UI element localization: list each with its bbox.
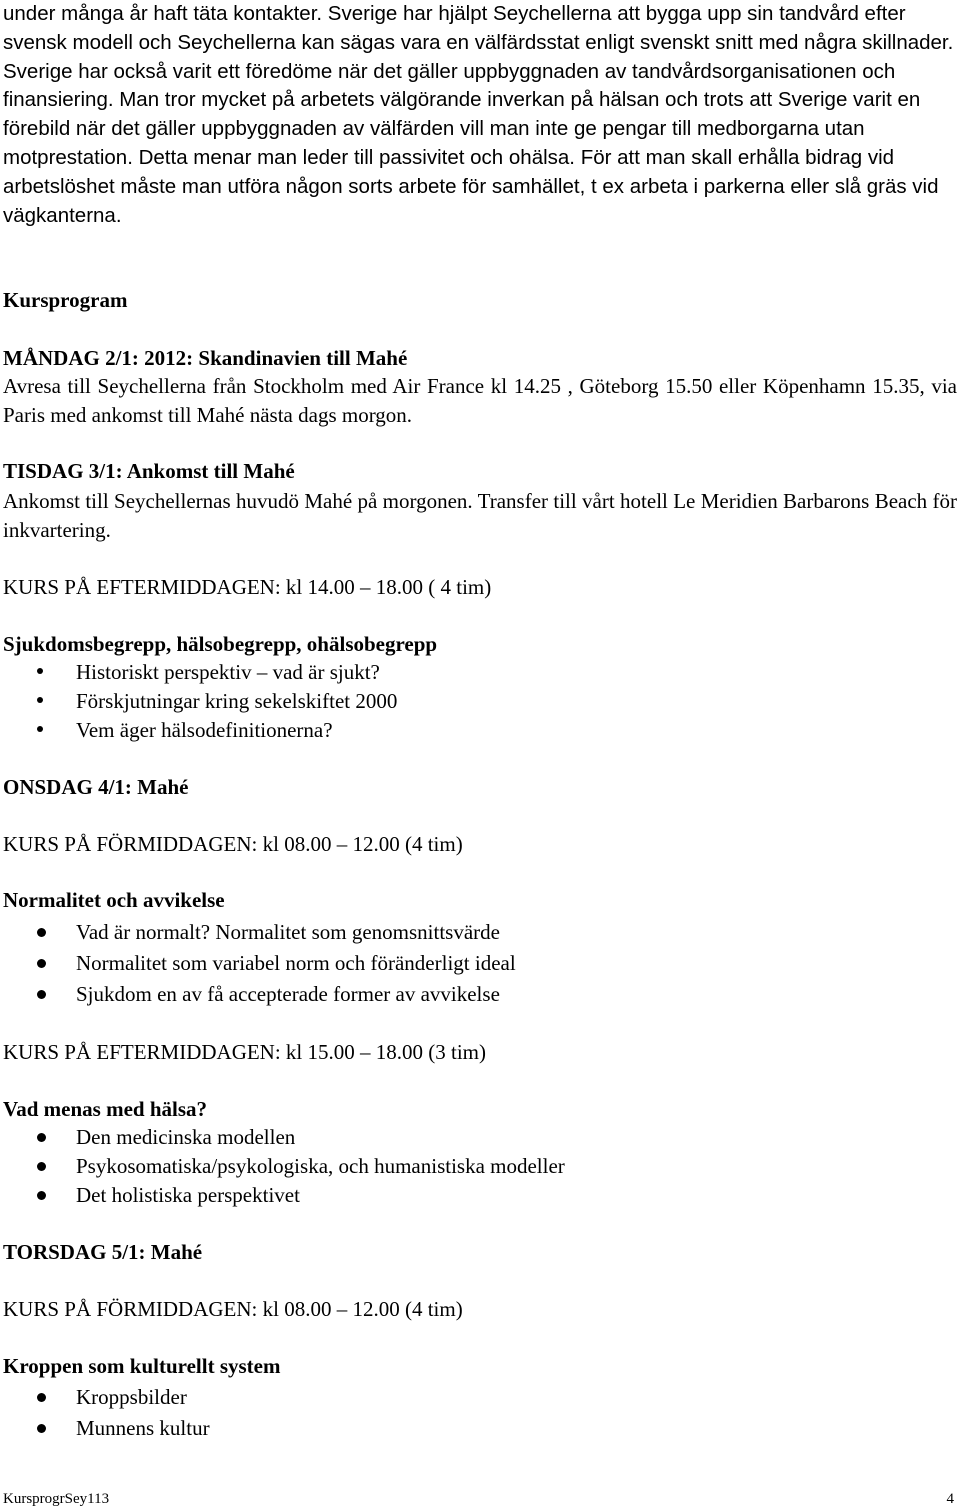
tuesday-text: Ankomst till Seychellernas huvudö Mahé på morgonen. Transfer till vårt hotell Le Meridien Barbarons Beach för inkvartering.	[3, 489, 957, 542]
bullet-icon	[37, 726, 43, 732]
tuesday-course: KURS PÅ EFTERMIDDAGEN: kl 14.00 – 18.00 ( 4 tim)	[3, 575, 492, 599]
bullet-icon	[37, 1162, 46, 1171]
tuesday-heading: TISDAG 3/1: Ankomst till Mahé	[3, 459, 295, 483]
monday-text: Avresa till Seychellerna från Stockholm med Air France kl 14.25 , Göteborg 15.50 eller Köpenhamn 15.35, via Paris med ankomst till Mahé nästa dags morgon.	[3, 374, 957, 427]
list-item: Munnens kultur	[76, 1416, 210, 1440]
thursday-topic: Kroppen som kulturellt system	[3, 1354, 281, 1378]
wednesday-topic-pm: Vad menas med hälsa?	[3, 1097, 208, 1121]
list-item: Vem äger hälsodefinitionerna?	[76, 718, 333, 742]
program-heading: Kursprogram	[3, 288, 128, 312]
wednesday-heading: ONSDAG 4/1: Mahé	[3, 775, 189, 799]
bullet-icon	[37, 928, 46, 937]
thursday-heading: TORSDAG 5/1: Mahé	[3, 1240, 203, 1264]
list-item: Det holistiska perspektivet	[76, 1183, 300, 1207]
monday-heading: MÅNDAG 2/1: 2012: Skandinavien till Mahé	[3, 346, 408, 370]
bullet-icon	[37, 697, 43, 703]
bullet-icon	[37, 1424, 46, 1433]
bullet-icon	[37, 990, 46, 999]
list-item: Sjukdom en av få accepterade former av avvikelse	[76, 982, 500, 1006]
tuesday-topic: Sjukdomsbegrepp, hälsobegrepp, ohälsobegrepp	[3, 632, 438, 656]
list-item: Den medicinska modellen	[76, 1125, 296, 1149]
bullet-icon	[37, 1191, 46, 1200]
bullet-icon	[37, 1393, 46, 1402]
list-item: Kroppsbilder	[76, 1385, 187, 1409]
list-item: Normalitet som variabel norm och föränderligt ideal	[76, 951, 516, 975]
bullet-icon	[37, 959, 46, 968]
list-item: Psykosomatiska/psykologiska, och humanistiska modeller	[76, 1154, 565, 1178]
wednesday-course-am: KURS PÅ FÖRMIDDAGEN: kl 08.00 – 12.00 (4 tim)	[3, 832, 463, 856]
thursday-course: KURS PÅ FÖRMIDDAGEN: kl 08.00 – 12.00 (4 tim)	[3, 1297, 463, 1321]
list-item: Vad är normalt? Normalitet som genomsnittsvärde	[76, 920, 500, 944]
bullet-icon	[37, 668, 43, 674]
list-item: Förskjutningar kring sekelskiftet 2000	[76, 689, 398, 713]
page-number: 4	[946, 1491, 954, 1507]
bullet-icon	[37, 1133, 46, 1142]
intro-paragraph: under många år haft täta kontakter. Sverige har hjälpt Seychellerna att bygga upp sin tandvård efter svensk modell och Seychellerna kan sägas vara en välfärdsstat enligt svenskt snitt med några skillnader. Sverige har också varit ett föredöme när det gäller uppbyggnaden av tandvårdsorganisationen och finansiering. Man tror mycket på arbetets välgörande inverkan på hälsan och trots att Sverige varit en förebild när det gäller uppbyggnaden av välfärden vill man inte ge pengar till medborgarna utan motprestation. Detta menar man leder till passivitet och ohälsa. För att man skall erhålla bidrag vid arbetslöshet måste man utföra någon sorts arbete för samhället, t ex arbeta i parkerna eller slå gräs vid vägkanterna.	[3, 2, 954, 227]
footer-doc-id: KursprogrSey113	[3, 1491, 110, 1507]
wednesday-topic-am: Normalitet och avvikelse	[3, 888, 225, 912]
list-item: Historiskt perspektiv – vad är sjukt?	[76, 660, 380, 684]
wednesday-course-pm: KURS PÅ EFTERMIDDAGEN: kl 15.00 – 18.00 (3 tim)	[3, 1040, 487, 1064]
